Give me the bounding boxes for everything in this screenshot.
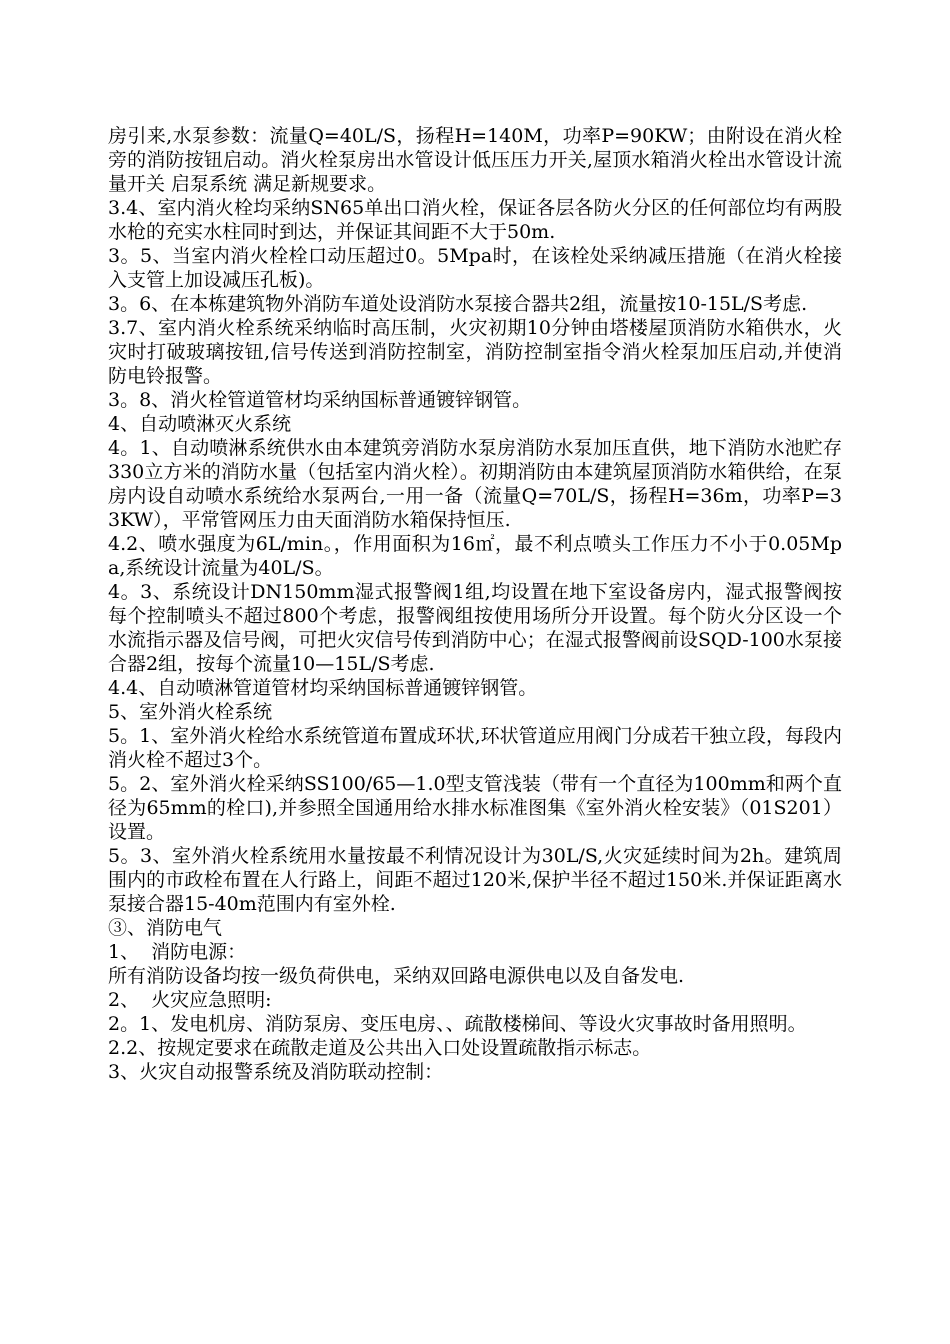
paragraph: 3。5、当室内消火栓栓口动压超过0。5Mpa时，在该栓处采纳减压措施（在消火栓接入支管上加设减压孔板)。 xyxy=(108,245,842,291)
section-heading: ③、消防电气 xyxy=(108,917,223,939)
paragraph: 所有消防设备均按一级负荷供电，采纳双回路电源供电以及自备发电. xyxy=(108,965,685,987)
paragraph: 5。1、室外消火栓给水系统管道布置成环状,环状管道应用阀门分成若干独立段，每段内消火栓不超过3个。 xyxy=(108,725,842,771)
paragraph: 房引来,水泵参数：流量Q=40L/S，扬程H=140M，功率P=90KW；由附设在消火栓旁的消防按钮启动。消火栓泵房出水管设计低压压力开关,屋顶水箱消火栓出水管设计流量开关 启泵系统 满足新规要求。 xyxy=(108,125,842,195)
paragraph: 4.2、喷水强度为6L/min。，作用面积为16㎡，最不利点喷头工作压力不小于0.05Mpa,系统设计流量为40L/S。 xyxy=(108,533,842,579)
subsection-heading: 1、 消防电源： xyxy=(108,941,247,963)
paragraph: 3.4、室内消火栓均采纳SN65单出口消火栓，保证各层各防火分区的任何部位均有两股水枪的充实水柱同时到达，并保证其间距不大于50m. xyxy=(108,197,842,243)
paragraph: 4。3、系统设计DN150mm湿式报警阀1组,均设置在地下室设备房内，湿式报警阀按每个控制喷头不超过800个考虑，报警阀组按使用场所分开设置。每个防火分区设一个水流指示器及信号阀，可把火灾信号传到消防中心；在湿式报警阀前设SQD-100水泵接合器2组，按每个流量10—15L/S考虑. xyxy=(108,581,842,675)
document-body xyxy=(108,124,842,1084)
paragraph: 3。6、在本栋建筑物外消防车道处设消防水泵接合器共2组，流量按10-15L/S考虑. xyxy=(108,293,808,315)
paragraph: 5。2、室外消火栓采纳SS100/65—1.0型支管浅装（带有一个直径为100mm和两个直径为65mm的栓口),并参照全国通用给水排水标准图集《室外消火栓安装》（01S201）设置。 xyxy=(108,773,842,843)
paragraph: 3。8、消火栓管道管材均采纳国标普通镀锌钢管。 xyxy=(108,389,532,411)
paragraph: 4。1、自动喷淋系统供水由本建筑旁消防水泵房消防水泵加压直供，地下消防水池贮存330立方米的消防水量（包括室内消火栓）。初期消防由本建筑屋顶消防水箱供给，在泵房内设自动喷水系统给水泵两台,一用一备（流量Q=70L/S，扬程H=36m，功率P=33KW），平常管网压力由天面消防水箱保持恒压. xyxy=(108,437,842,531)
paragraph: 5。3、室外消火栓系统用水量按最不利情况设计为30L/S,火灾延续时间为2h。建筑周围内的市政栓布置在人行路上，间距不超过120米,保护半径不超过150米.并保证距离水泵接合器15-40m范围内有室外栓. xyxy=(108,845,842,915)
section-heading: 5、室外消火栓系统 xyxy=(108,701,273,723)
subsection-heading: 2、 火灾应急照明: xyxy=(108,989,272,1011)
paragraph: 2.2、按规定要求在疏散走道及公共出入口处设置疏散指示标志。 xyxy=(108,1037,652,1059)
subsection-heading: 3、火灾自动报警系统及消防联动控制： xyxy=(108,1061,444,1083)
paragraph: 2。1、发电机房、消防泵房、变压电房、、疏散楼梯间、等设火灾事故时备用照明。 xyxy=(108,1013,807,1035)
section-heading: 4、自动喷淋灭火系统 xyxy=(108,413,292,435)
paragraph: 3.7、室内消火栓系统采纳临时高压制，火灾初期10分钟由塔楼屋顶消防水箱供水，火灾时打破玻璃按钮,信号传送到消防控制室，消防控制室指令消火栓泵加压启动,并使消防电铃报警。 xyxy=(108,317,842,387)
paragraph: 4.4、自动喷淋管道管材均采纳国标普通镀锌钢管。 xyxy=(108,677,538,699)
